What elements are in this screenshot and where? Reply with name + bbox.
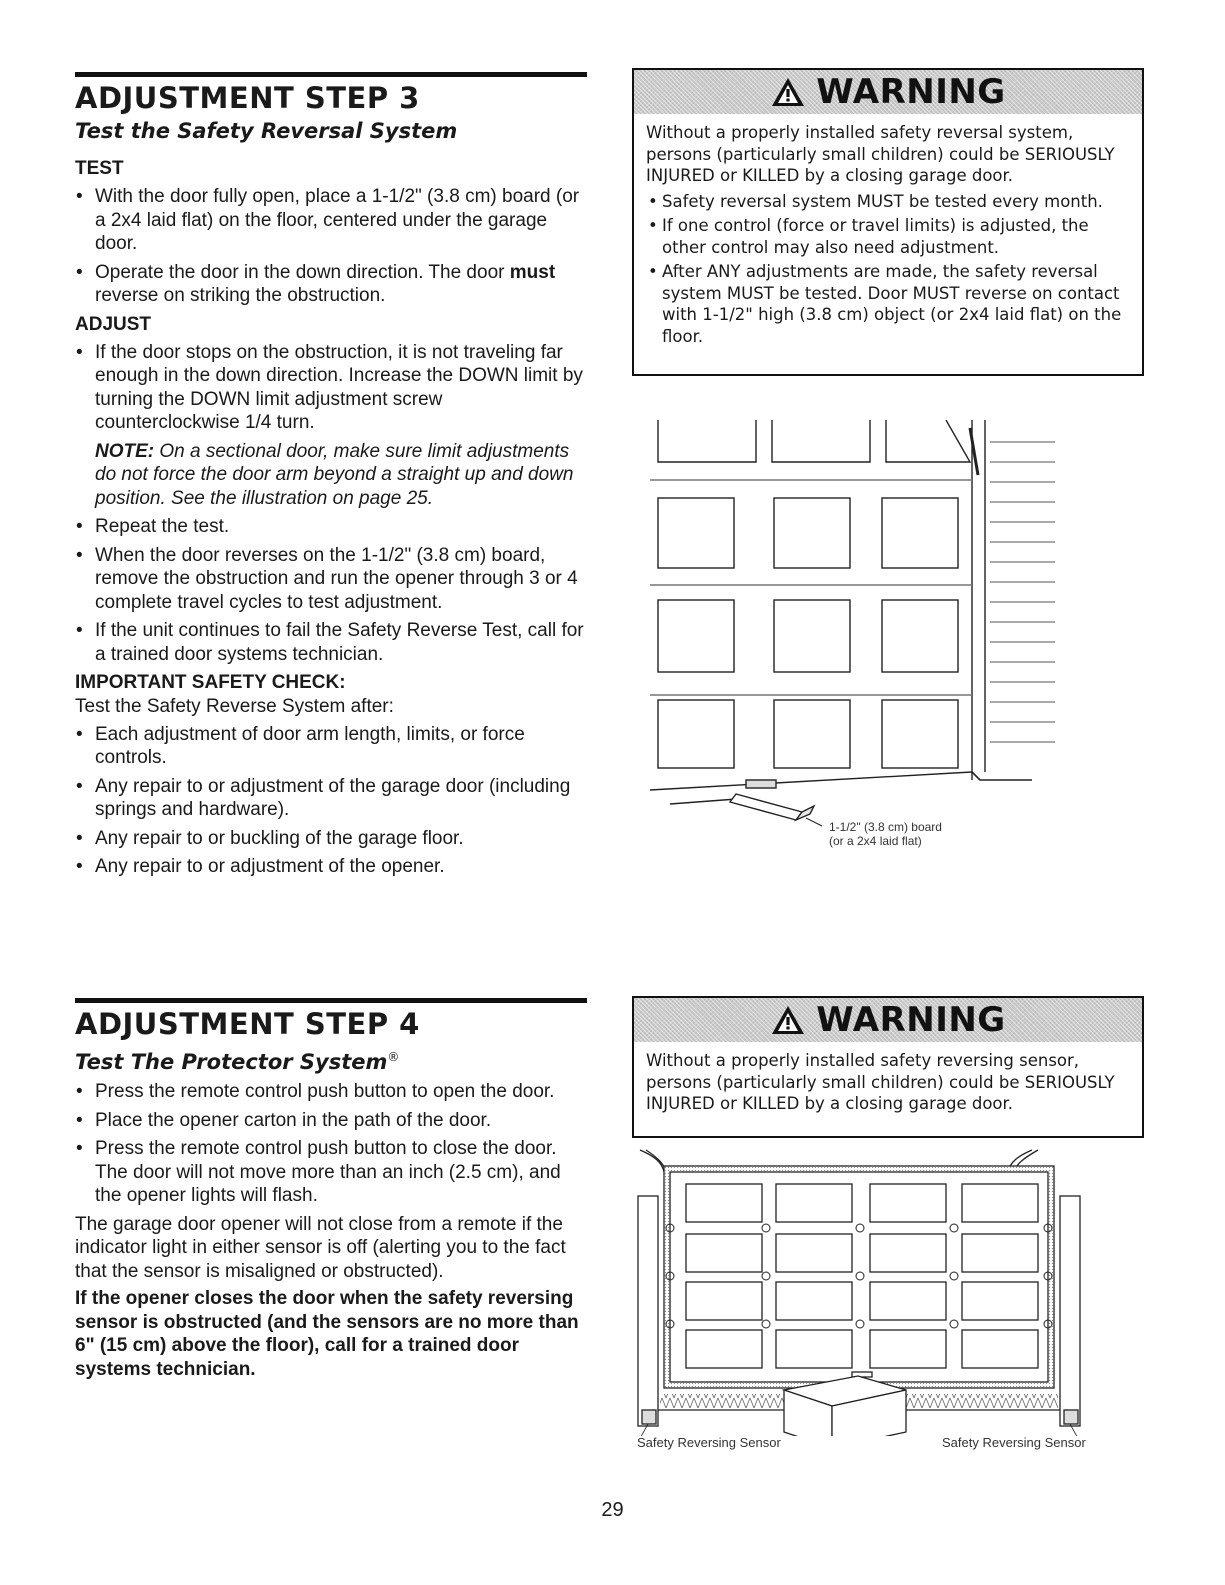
right-sensor-label: Safety Reversing Sensor <box>942 1435 1086 1450</box>
page-number: 29 <box>601 1499 624 1521</box>
note-text: On a sectional door, make sure limit adjustments do not force the door arm beyond a straight up and down position. See the illustration on page 25. <box>95 440 574 509</box>
list-item: • With the door fully open, place a 1-1/2" (3.8 cm) board (or a 2x4 laid flat) on the floor, centered under the garage door. <box>75 185 587 256</box>
safety-check-intro: Test the Safety Reverse System after: <box>75 696 394 717</box>
warning-body <box>634 114 1142 360</box>
adjust-list-rest <box>75 515 587 666</box>
list-item: • If one control (force or travel limits) is adjusted, the other control may also need adjustment. <box>646 215 1130 258</box>
list-item: • Operate the door in the down direction. The door must reverse on striking the obstruction. <box>75 261 587 308</box>
list-item: • Any repair to or adjustment of the opener. <box>75 855 587 879</box>
warning-heading: WARNING <box>816 1000 1006 1040</box>
step4-list <box>75 1080 587 1208</box>
section-rule <box>75 72 587 77</box>
warning-intro: Without a properly installed safety reversal system, persons (particularly small children) could be SERIOUSLY INJURED or KILLED by a closing garage door. <box>646 123 1115 185</box>
list-item: • Any repair to or adjustment of the garage door (including springs and hardware). <box>75 775 587 822</box>
test-list <box>75 185 587 308</box>
list-item: • Repeat the test. <box>75 515 587 539</box>
list-item: • Safety reversal system MUST be tested every month. <box>646 191 1130 213</box>
list-item: • When the door reverses on the 1-1/2" (3.8 cm) board, remove the obstruction and run the opener through 3 or 4 complete travel cycles to test adjustment. <box>75 544 587 615</box>
warning-box <box>632 68 1144 376</box>
warning-body <box>634 1042 1142 1125</box>
note <box>75 440 587 511</box>
step4-subtitle: Test The Protector System® <box>75 1050 400 1074</box>
list-item: • Any repair to or buckling of the garage floor. <box>75 827 587 851</box>
garage-door-carton-illustration <box>634 1148 1104 1436</box>
adjust-list <box>75 341 587 435</box>
step4-title: ADJUSTMENT STEP 4 <box>75 1007 420 1041</box>
section-rule <box>75 998 587 1003</box>
warning-header <box>634 70 1142 114</box>
warning-intro: Without a properly installed safety reversing sensor, persons (particularly small children) could be SERIOUSLY INJURED or KILLED by a closing garage door. <box>646 1051 1115 1113</box>
board-caption: 1-1/2" (3.8 cm) board (or a 2x4 laid flat) <box>829 820 942 848</box>
step3-subtitle: Test the Safety Reversal System <box>75 119 458 143</box>
warning-triangle-icon <box>770 76 806 108</box>
list-item: • Press the remote control push button to close the door. The door will not move more than an inch (2.5 cm), and the opener lights will flash. <box>75 1137 587 1208</box>
step4-paragraph: The garage door opener will not close from a remote if the indicator light in either sensor is off (alerting you to the fact that the sensor is misaligned or obstructed). <box>75 1213 566 1282</box>
list-item: • Press the remote control push button to open the door. <box>75 1080 587 1104</box>
list-item: • Each adjustment of door arm length, limits, or force controls. <box>75 723 587 770</box>
list-item: • If the unit continues to fail the Safety Reverse Test, call for a trained door systems technician. <box>75 619 587 666</box>
test-heading: TEST <box>75 158 124 179</box>
registered-mark: ® <box>387 1050 400 1064</box>
safety-check-list <box>75 723 587 879</box>
step3-section <box>75 72 587 884</box>
warning-heading: WARNING <box>816 72 1006 112</box>
emphasis-must: must <box>509 261 556 283</box>
list-item: • After ANY adjustments are made, the safety reversal system MUST be tested. Door MUST reverse on contact with 1-1/2" high (3.8 cm) object (or 2x4 laid flat) on the floor. <box>646 261 1130 347</box>
left-sensor-label: Safety Reversing Sensor <box>637 1435 781 1450</box>
safety-check-heading: IMPORTANT SAFETY CHECK: <box>75 672 346 693</box>
note-label: NOTE: <box>95 440 155 462</box>
garage-door-board-illustration <box>640 420 1080 830</box>
step4-bold-paragraph: If the opener closes the door when the safety reversing sensor is obstructed (and the sensors are no more than 6" (15 cm) above the floor), call for a trained door systems technician. <box>75 1288 579 1380</box>
adjust-heading: ADJUST <box>75 313 152 335</box>
list-item: • Place the opener carton in the path of the door. <box>75 1109 587 1133</box>
warning-list <box>646 191 1130 348</box>
warning-header <box>634 998 1142 1042</box>
list-item: • If the door stops on the obstruction, it is not traveling far enough in the down direction. Increase the DOWN limit by turning the DOWN limit adjustment screw counterclockwise 1/4 turn. <box>75 341 587 435</box>
step4-section <box>75 998 587 1381</box>
step3-title: ADJUSTMENT STEP 3 <box>75 81 420 115</box>
warning-box <box>632 996 1144 1138</box>
warning-triangle-icon <box>770 1004 806 1036</box>
